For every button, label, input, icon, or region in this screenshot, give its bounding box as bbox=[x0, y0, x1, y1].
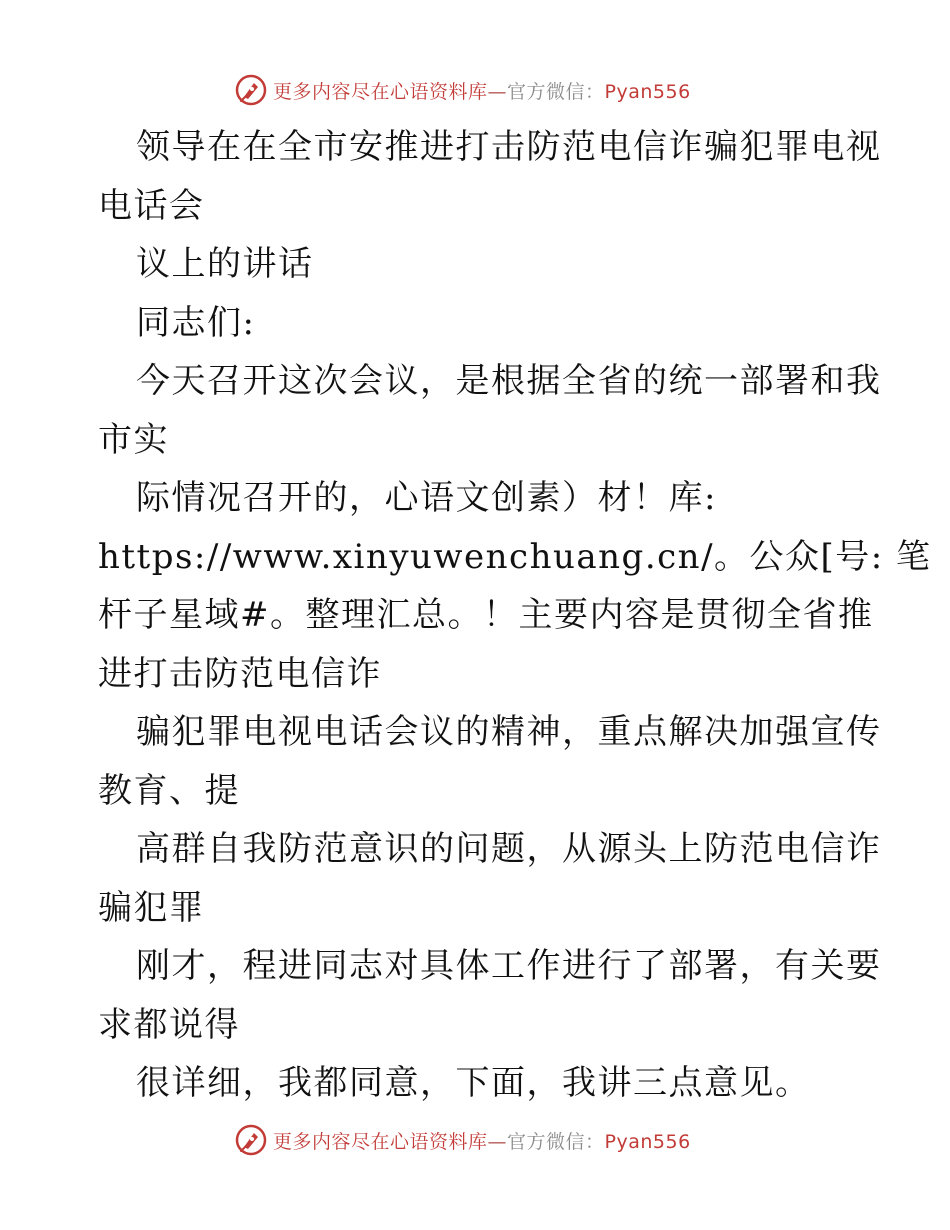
paragraph-line-url: https://www.xinyuwenchuang.cn/。公众[号: 笔 bbox=[98, 536, 932, 577]
paragraph-line: 刚才，程进同志对具体工作进行了部署，有关要 bbox=[136, 946, 882, 986]
paragraph-line: 求都说得 bbox=[98, 1004, 240, 1045]
watermark-text: 更多内容尽在心语资料库—官方微信：Pyan556 bbox=[273, 1130, 691, 1153]
paragraph-line: 高群自我防范意识的问题，从源头上防范电信诈 bbox=[136, 829, 882, 869]
salutation: 同志们: bbox=[136, 302, 256, 343]
header-watermark bbox=[235, 72, 691, 108]
paragraph-line: 杆子星域#。整理汇总。！主要内容是贯彻全省推 bbox=[98, 595, 874, 635]
document-body bbox=[98, 118, 932, 1113]
paragraph-line: 今天召开这次会议，是根据全省的统一部署和我 bbox=[136, 361, 882, 401]
paragraph-line: 市实 bbox=[98, 419, 169, 460]
paragraph-line: 很详细，我都同意，下面，我讲三点意见。 bbox=[136, 1063, 811, 1103]
paragraph-line: 教育、提 bbox=[98, 770, 240, 811]
pen-nib-logo-icon bbox=[235, 74, 267, 106]
paragraph-line: 骗犯罪电视电话会议的精神，重点解决加强宣传 bbox=[136, 712, 882, 752]
paragraph-line: 骗犯罪 bbox=[98, 887, 205, 928]
paragraph-line: 际情况召开的，心语文创素）材！库: bbox=[136, 478, 717, 518]
footer-watermark bbox=[235, 1122, 691, 1158]
watermark-text: 更多内容尽在心语资料库—官方微信：Pyan556 bbox=[273, 80, 691, 103]
title-line-3: 议上的讲话 bbox=[136, 244, 314, 284]
pen-nib-logo-icon bbox=[235, 1124, 267, 1156]
paragraph-line: 进打击防范电信诈 bbox=[98, 653, 382, 694]
title-line-2: 电话会 bbox=[98, 185, 205, 226]
title-line-1: 领导在在全市安推进打击防范电信诈骗犯罪电视 bbox=[136, 127, 882, 167]
